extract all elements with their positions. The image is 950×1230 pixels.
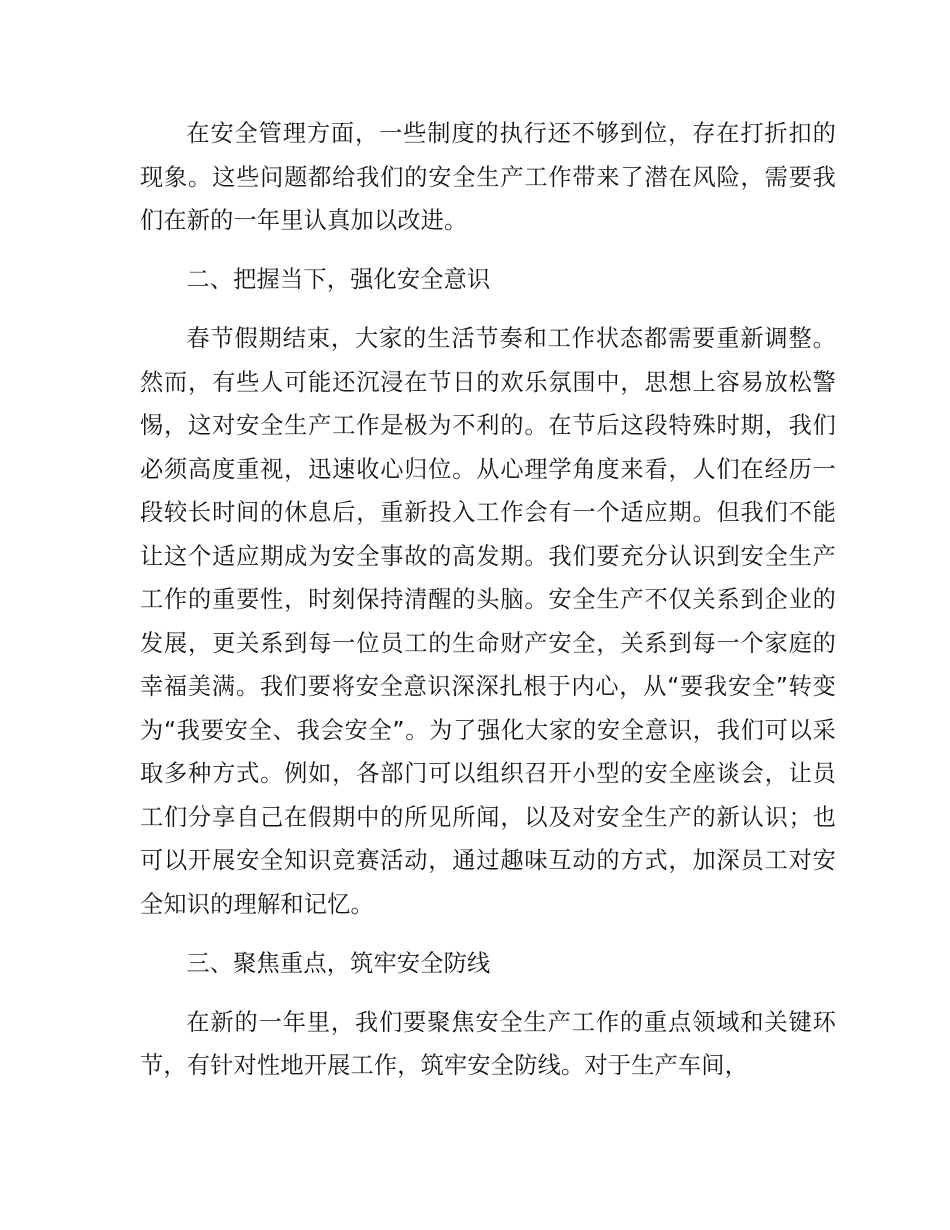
section-heading-3: 三、聚焦重点，筑牢安全防线 xyxy=(186,949,491,977)
paragraph-safety-awareness: 春节假期结束，大家的生活节奏和工作状态都需要重新调整。然而，有些人可能还沉浸在节日的欢乐氛围中，思想上容易放松警惕，这对安全生产工作是极为不利的。在节后这段特殊时期，我们必须高度重视，迅速收心归位。从心理学角度来看，人们在经历一段较长时间的休息后，重新投入工作会有一个适应期。但我们不能让这个适应期成为安全事故的高发期。我们要充分认识到安全生产工作的重要性，时刻保持清醒的头脑。安全生产不仅关系到企业的发展，更关系到每一位员工的生命财产安全，关系到每一个家庭的幸福美满。我们要将安全意识深深扎根于内心，从“要我安全”转变为“我要安全、我会安全”。为了强化大家的安全意识，我们可以采取多种方式。例如，各部门可以组织召开小型的安全座谈会，让员工们分享自己在假期中的所见所闻，以及对安全生产的新认识；也可以开展安全知识竞赛活动，通过趣味互动的方式，加深员工对安全知识的理解和记忆。 xyxy=(140,325,836,918)
document-page xyxy=(140,112,836,1103)
paragraph-safety-management: 在安全管理方面，一些制度的执行还不够到位，存在打折扣的现象。这些问题都给我们的安全生产工作带来了潜在风险，需要我们在新的一年里认真加以改进。 xyxy=(140,120,836,234)
section-heading-2: 二、把握当下，强化安全意识 xyxy=(186,266,491,293)
paragraph-focus-key-areas: 在新的一年里，我们要聚焦安全生产工作的重点领域和关键环节，有针对性地开展工作，筑牢安全防线。对于生产车间， xyxy=(140,1008,836,1079)
